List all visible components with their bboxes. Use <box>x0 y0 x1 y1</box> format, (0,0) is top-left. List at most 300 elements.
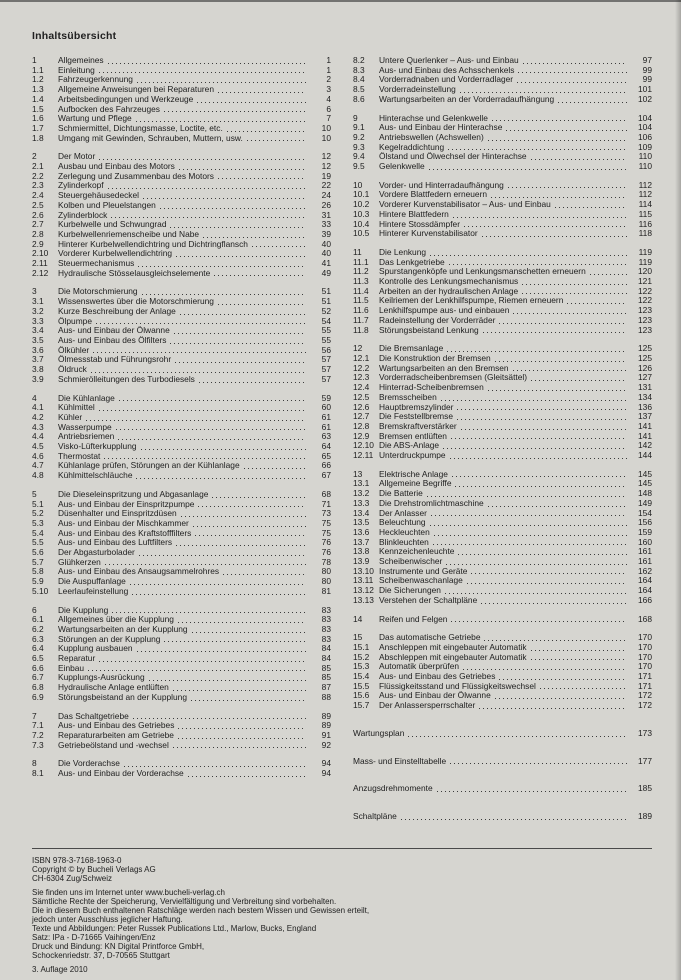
entry-page: 177 <box>638 755 652 766</box>
entry-number: 5.9 <box>32 576 44 587</box>
dot-leader <box>136 121 306 122</box>
entry-page: 7 <box>326 113 331 124</box>
entry-title: Arbeiten an der hydraulischen Anlage <box>379 285 519 296</box>
dot-leader <box>567 303 627 304</box>
entry-page: 73 <box>321 508 331 519</box>
entry-page: 164 <box>638 585 652 596</box>
entry-number: 15.3 <box>353 661 370 672</box>
entry-page: 61 <box>321 421 331 432</box>
entry-number: 12.5 <box>353 391 370 402</box>
entry-title: Hydraulische Stösselausgleichselemente <box>58 267 211 278</box>
entry-number: 11.3 <box>353 276 369 287</box>
footer-line: CH-6304 Zug/Schweiz <box>32 873 113 883</box>
dot-leader <box>479 708 627 709</box>
entry-title: Öldruck <box>58 364 87 375</box>
entry-number: 6.2 <box>32 623 44 634</box>
entry-title: Reparatur <box>58 653 96 664</box>
entry-number: 8.2 <box>353 55 365 65</box>
entry-number: 2 <box>32 151 37 162</box>
entry-title: Ölkühler <box>58 344 90 355</box>
entry-title: Kurze Beschreibung der Anlage <box>58 305 176 316</box>
toc-group <box>32 490 331 597</box>
entry-number: 9.4 <box>353 151 365 162</box>
dot-leader <box>178 738 306 739</box>
entry-number: 10 <box>353 179 363 190</box>
dot-leader <box>445 593 627 594</box>
entry-title: Vordere Blattfedern erneuern <box>379 189 488 200</box>
entry-number: 12.1 <box>353 352 370 363</box>
entry-title: Die Lenkung <box>379 246 427 257</box>
entry-number: 12.3 <box>353 372 370 383</box>
dot-leader <box>188 776 306 777</box>
entry-number: 2.10 <box>32 248 49 259</box>
entry-number: 9.3 <box>353 141 365 152</box>
toc-entry <box>32 269 331 279</box>
dot-leader <box>484 640 627 641</box>
entry-number: 3.6 <box>32 344 44 355</box>
entry-title: Allgemeine Anweisungen bei Reparaturen <box>58 84 214 95</box>
entry-page: 156 <box>638 517 652 528</box>
dot-leader <box>555 207 627 208</box>
entry-page: 104 <box>638 122 652 133</box>
entry-page: 125 <box>638 343 652 354</box>
entry-title: Kühler <box>58 411 83 422</box>
entry-number: 6.8 <box>32 682 44 693</box>
entry-page: 56 <box>321 344 331 355</box>
toc-group <box>353 248 652 335</box>
entry-page: 89 <box>321 710 331 721</box>
entry-number: 13.2 <box>353 488 370 499</box>
entry-number: 5.5 <box>32 537 44 548</box>
entry-title: Wartungsarbeiten an der Vorderradaufhängung <box>379 93 555 104</box>
entry-number: 3.4 <box>32 325 44 336</box>
entry-number: 8.5 <box>353 84 365 95</box>
entry-number: 13 <box>353 468 363 479</box>
entry-title: Glühkerzen <box>58 556 101 567</box>
dot-leader <box>142 294 306 295</box>
entry-page: 75 <box>321 527 331 538</box>
toc-group <box>32 759 331 778</box>
entry-number: 14 <box>353 613 363 624</box>
entry-number: 11 <box>353 246 362 257</box>
entry-title: Ausbau und Einbau des Motors <box>58 161 175 172</box>
dot-leader <box>495 361 627 362</box>
dot-leader <box>218 304 306 305</box>
entry-title: Die Auspuffanlage <box>58 576 126 587</box>
dot-leader <box>460 92 627 93</box>
entry-number: 13.3 <box>353 497 370 508</box>
dot-leader <box>448 149 627 150</box>
entry-number: 4.4 <box>32 431 44 442</box>
entry-page: 49 <box>321 267 331 278</box>
entry-number: 9.2 <box>353 131 365 142</box>
dot-leader <box>453 217 627 218</box>
toc-column-right <box>353 56 652 840</box>
entry-page: 1 <box>326 64 331 75</box>
dot-leader <box>178 622 306 623</box>
dot-leader <box>513 370 627 371</box>
entry-number: 15.4 <box>353 671 370 682</box>
entry-title: Bremsen entlüften <box>379 430 447 441</box>
entry-number: 3.8 <box>32 364 44 375</box>
entry-number: 2.5 <box>32 199 44 210</box>
entry-title: Thermostat <box>58 450 101 461</box>
toc-group <box>353 633 652 711</box>
dot-leader <box>149 680 306 681</box>
entry-title: Spurstangenköpfe und Lenkungsmanschetten erneuern <box>379 266 586 277</box>
entry-page: 160 <box>638 536 652 547</box>
dot-leader <box>164 641 306 642</box>
dot-leader <box>199 382 306 383</box>
dot-leader <box>143 198 306 199</box>
dot-leader <box>180 314 306 315</box>
dot-leader <box>518 72 627 73</box>
dot-leader <box>482 236 627 237</box>
toc-group <box>32 152 331 278</box>
entry-title: Lenkhilfspumpe aus- und einbauen <box>379 305 510 316</box>
entry-page: 162 <box>638 565 652 576</box>
entry-title: Reifen und Felgen <box>379 613 448 624</box>
entry-number: 6.7 <box>32 672 44 683</box>
entry-page: 51 <box>321 296 331 307</box>
edition-line: 3. Auflage 2010 <box>32 964 88 974</box>
entry-page: 81 <box>321 585 331 596</box>
dot-leader <box>160 208 306 209</box>
entry-page: 114 <box>638 199 652 210</box>
entry-page: 170 <box>638 651 652 662</box>
entry-number: 9.5 <box>353 161 365 172</box>
copyright-block <box>32 865 652 883</box>
entry-number: 13.7 <box>353 536 370 547</box>
entry-title: Das automatische Getriebe <box>379 632 481 643</box>
dot-leader <box>508 187 627 188</box>
entry-page: 119 <box>638 246 652 257</box>
entry-number: 3.3 <box>32 315 44 326</box>
entry-title: Aus- und Einbau der Ölwanne <box>379 690 491 701</box>
entry-title: Die Vorderachse <box>58 758 120 769</box>
entry-title: Steuergehäusedeckel <box>58 190 140 201</box>
entry-title: Die Dieseleinspritzung und Abgasanlage <box>58 488 209 499</box>
entry-title: Hinterachse und Gelenkwelle <box>379 112 488 123</box>
entry-number: 1.6 <box>32 113 44 124</box>
entry-title: Beleuchtung <box>379 517 426 528</box>
entry-page: 170 <box>638 632 652 643</box>
entry-number: 8.4 <box>353 74 365 85</box>
entry-title: Kühlmittel <box>58 402 95 413</box>
entry-page: 89 <box>321 720 331 731</box>
dot-leader <box>192 632 306 633</box>
entry-page: 185 <box>638 783 652 794</box>
entry-page: 145 <box>638 468 652 479</box>
entry-title: Leerlaufeinstellung <box>58 585 129 596</box>
entry-number: 3.9 <box>32 373 44 384</box>
entry-page: 109 <box>638 141 652 152</box>
entry-title: Kupplungs-Ausrückung <box>58 672 145 683</box>
entry-title: Vorderer Kurvenstabilisator – Aus- und Einbau <box>379 199 551 210</box>
entry-page: 2 <box>326 74 331 85</box>
entry-title: Visko-Lüfterkupplung <box>58 441 137 452</box>
entry-title: Allgemeines <box>58 55 104 65</box>
dot-leader <box>252 246 306 247</box>
dot-leader <box>441 400 627 401</box>
entry-number: 2.9 <box>32 238 44 249</box>
entry-number: 5.3 <box>32 517 44 528</box>
entry-title: Die ABS-Anlage <box>379 440 440 451</box>
dot-leader <box>452 476 627 477</box>
divider-rule <box>32 848 652 849</box>
entry-page: 172 <box>638 700 652 711</box>
dot-leader <box>99 661 306 662</box>
entry-page: 99 <box>642 64 652 75</box>
entry-number: 2.3 <box>32 180 44 191</box>
dot-leader <box>139 555 306 556</box>
entry-number: 10.2 <box>353 199 370 210</box>
entry-page: 110 <box>638 161 652 172</box>
entry-title: Hinterer Kurbelwellendichtring und Dichtringflansch <box>58 238 248 249</box>
entry-number: 12.2 <box>353 362 370 373</box>
entry-page: 12 <box>321 151 331 162</box>
entry-title: Kurbelwelle und Schwungrad <box>58 219 167 230</box>
toc-entry <box>353 451 652 461</box>
entry-title: Einleitung <box>58 64 95 75</box>
dot-leader <box>523 63 627 64</box>
entry-page: 170 <box>638 641 652 652</box>
entry-number: 12.10 <box>353 440 374 451</box>
entry-number: 1.4 <box>32 93 44 104</box>
entry-number: 15.5 <box>353 680 370 691</box>
entry-title: Kennzeichenleuchte <box>379 546 455 557</box>
dot-leader <box>455 486 627 487</box>
toc-group <box>32 394 331 481</box>
toc-entry <box>353 757 652 767</box>
entry-title: Die Kühlanlage <box>58 392 115 403</box>
entry-page: 10 <box>321 122 331 133</box>
entry-page: 137 <box>638 411 652 422</box>
entry-page: 80 <box>321 576 331 587</box>
entry-number: 4.8 <box>32 470 44 481</box>
toc-appendix <box>353 729 652 822</box>
entry-title: Radeinstellung der Vorderräder <box>379 314 496 325</box>
entry-number: 8.6 <box>353 93 365 104</box>
entry-page: 166 <box>638 594 652 605</box>
entry-title: Wartungsarbeiten an der Kupplung <box>58 623 188 634</box>
dot-leader <box>443 448 627 449</box>
entry-title: Der Anlassersperrschalter <box>379 700 476 711</box>
dot-leader <box>492 120 627 121</box>
entry-page: 75 <box>321 517 331 528</box>
entry-number: 6.5 <box>32 653 44 664</box>
entry-title: Gelenkwelle <box>379 161 425 172</box>
dot-leader <box>108 63 306 64</box>
entry-number: 2.2 <box>32 170 44 181</box>
dot-leader <box>111 217 306 218</box>
entry-title: Anschleppen mit eingebauter Automatik <box>379 641 527 652</box>
entry-title: Kegelraddichtung <box>379 141 445 152</box>
entry-title: Die Batterie <box>379 488 423 499</box>
dot-leader <box>446 564 627 565</box>
dot-leader <box>447 351 627 352</box>
entry-number: 11.5 <box>353 295 369 306</box>
toc-entry <box>353 326 652 336</box>
entry-page: 54 <box>321 315 331 326</box>
entry-page: 118 <box>638 228 652 239</box>
footer-line: Druck und Bindung: KN Digital Printforce GmbH, <box>32 941 205 951</box>
entry-title: Störungen an der Kupplung <box>58 633 161 644</box>
entry-title: Die Kupplung <box>58 604 109 615</box>
dot-leader <box>540 688 627 689</box>
entry-number: 6.3 <box>32 633 44 644</box>
entry-number: 11.7 <box>353 314 369 325</box>
dot-leader <box>450 458 627 459</box>
dot-leader <box>558 102 627 103</box>
rights-line: Sämtliche Rechte der Speicherung, Vervielfältigung und Verbreitung sind vorbehalten. <box>32 896 337 906</box>
entry-number: 3.1 <box>32 296 44 307</box>
dot-leader <box>133 718 306 719</box>
entry-title: Der Anlasser <box>379 507 427 518</box>
entry-title: Aus- und Einbau des Ansaugsammelrohres <box>58 566 220 577</box>
entry-page: 115 <box>638 208 652 219</box>
dot-leader <box>132 594 306 595</box>
dot-leader <box>488 140 627 141</box>
entry-page: 24 <box>321 190 331 201</box>
dot-leader <box>193 526 306 527</box>
dot-leader <box>138 266 306 267</box>
dot-leader <box>91 372 306 373</box>
entry-title: Mass- und Einstelltabelle <box>353 755 447 766</box>
entry-page: 127 <box>638 372 652 383</box>
entry-page: 91 <box>321 730 331 740</box>
entry-page: 52 <box>321 305 331 316</box>
entry-page: 94 <box>321 758 331 769</box>
dot-leader <box>170 227 306 228</box>
footer-line: Schockenriedstr. 37, D-70565 Stuttgart <box>32 950 170 960</box>
dot-leader <box>488 506 627 507</box>
entry-title: Die Drehstromlichtmaschine <box>379 497 484 508</box>
dot-leader <box>203 237 306 238</box>
entry-title: Ölstand und Ölwechsel der Hinterachse <box>379 151 527 162</box>
entry-title: Vorder- und Hinterradaufhängung <box>379 179 504 190</box>
entry-page: 164 <box>638 575 652 586</box>
entry-title: Automatik überprüfen <box>379 661 460 672</box>
dot-leader <box>179 169 306 170</box>
entry-title: Die Motorschmierung <box>58 286 138 297</box>
entry-page: 120 <box>638 266 652 277</box>
entry-number: 13.9 <box>353 556 370 567</box>
dot-leader <box>457 409 627 410</box>
entry-number: 4.2 <box>32 411 44 422</box>
entry-page: 61 <box>321 411 331 422</box>
entry-title: Kühlmittelschläuche <box>58 470 133 481</box>
entry-number: 11.6 <box>353 305 369 316</box>
dot-leader <box>218 178 306 179</box>
entry-number: 3.2 <box>32 305 44 316</box>
entry-number: 5 <box>32 488 37 499</box>
dot-leader <box>531 650 627 651</box>
entry-number: 9 <box>353 112 358 123</box>
entry-page: 83 <box>321 614 331 625</box>
entry-title: Arbeitsbedingungen und Werkzeuge <box>58 93 194 104</box>
entry-number: 3.5 <box>32 334 44 345</box>
dot-leader <box>137 82 306 83</box>
dot-leader <box>223 574 306 575</box>
entry-page: 123 <box>638 314 652 325</box>
toc-group <box>353 56 652 105</box>
dot-leader <box>181 516 306 517</box>
entry-number: 2.4 <box>32 190 44 201</box>
entry-page: 84 <box>321 653 331 664</box>
entry-title: Bremsscheiben <box>379 391 437 402</box>
entry-page: 51 <box>321 286 331 297</box>
dot-leader <box>499 679 627 680</box>
entry-page: 85 <box>321 672 331 683</box>
toc-entry <box>353 701 652 711</box>
dot-leader <box>427 496 627 497</box>
dot-leader <box>495 698 627 699</box>
entry-title: Zylinderkopf <box>58 180 104 191</box>
dot-leader <box>431 515 627 516</box>
toc-entry <box>32 375 331 385</box>
entry-title: Hinterer Kurvenstabilisator <box>379 228 478 239</box>
entry-page: 125 <box>638 352 652 363</box>
dot-leader <box>195 535 306 536</box>
entry-title: Schmierölleitungen des Turbodiesels <box>58 373 195 384</box>
entry-number: 3.7 <box>32 354 44 365</box>
entry-page: 33 <box>321 219 331 230</box>
dot-leader <box>119 400 306 401</box>
dot-leader <box>86 420 306 421</box>
dot-leader <box>463 669 627 670</box>
entry-page: 40 <box>321 248 331 259</box>
entry-number: 9.1 <box>353 122 365 133</box>
entry-page: 104 <box>638 112 652 123</box>
entry-page: 136 <box>638 401 652 412</box>
footer-line: Texte und Abbildungen: Peter Russek Publications Ltd., Marlow, Bucks, England <box>32 923 317 933</box>
entry-number: 8.3 <box>353 64 365 75</box>
entry-title: Umgang mit Gewinden, Schrauben, Muttern, usw. <box>58 132 243 143</box>
dot-leader <box>218 92 306 93</box>
entry-number: 4 <box>32 392 37 403</box>
dot-leader <box>176 545 306 546</box>
entry-number: 13.1 <box>353 478 370 489</box>
entry-number: 12.11 <box>353 450 374 461</box>
entry-number: 4.6 <box>32 450 44 461</box>
entry-title: Elektrische Anlage <box>379 468 448 479</box>
entry-title: Steuermechanismus <box>58 258 135 269</box>
entry-number: 1.7 <box>32 122 44 133</box>
entry-title: Wartung und Pflege <box>58 113 132 124</box>
dot-leader <box>212 497 306 498</box>
entry-page: 189 <box>638 811 652 821</box>
entry-page: 161 <box>638 546 652 557</box>
entry-page: 64 <box>321 441 331 452</box>
entry-number: 7.2 <box>32 730 44 740</box>
dot-leader <box>88 670 306 671</box>
dot-leader <box>430 255 627 256</box>
entry-title: Aus- und Einbau des Luftfilters <box>58 537 173 548</box>
toc-entry <box>353 162 652 172</box>
toc-entry <box>353 729 652 739</box>
dot-leader <box>488 390 627 391</box>
entry-page: 76 <box>321 547 331 558</box>
entry-page: 41 <box>321 258 331 269</box>
entry-number: 13.6 <box>353 526 370 537</box>
dot-leader <box>471 573 627 574</box>
entry-page: 59 <box>321 392 331 403</box>
entry-number: 12.8 <box>353 420 370 431</box>
dot-leader <box>531 659 627 660</box>
entry-title: Einbau <box>58 662 85 673</box>
entry-title: Unterdruckpumpe <box>379 450 446 461</box>
